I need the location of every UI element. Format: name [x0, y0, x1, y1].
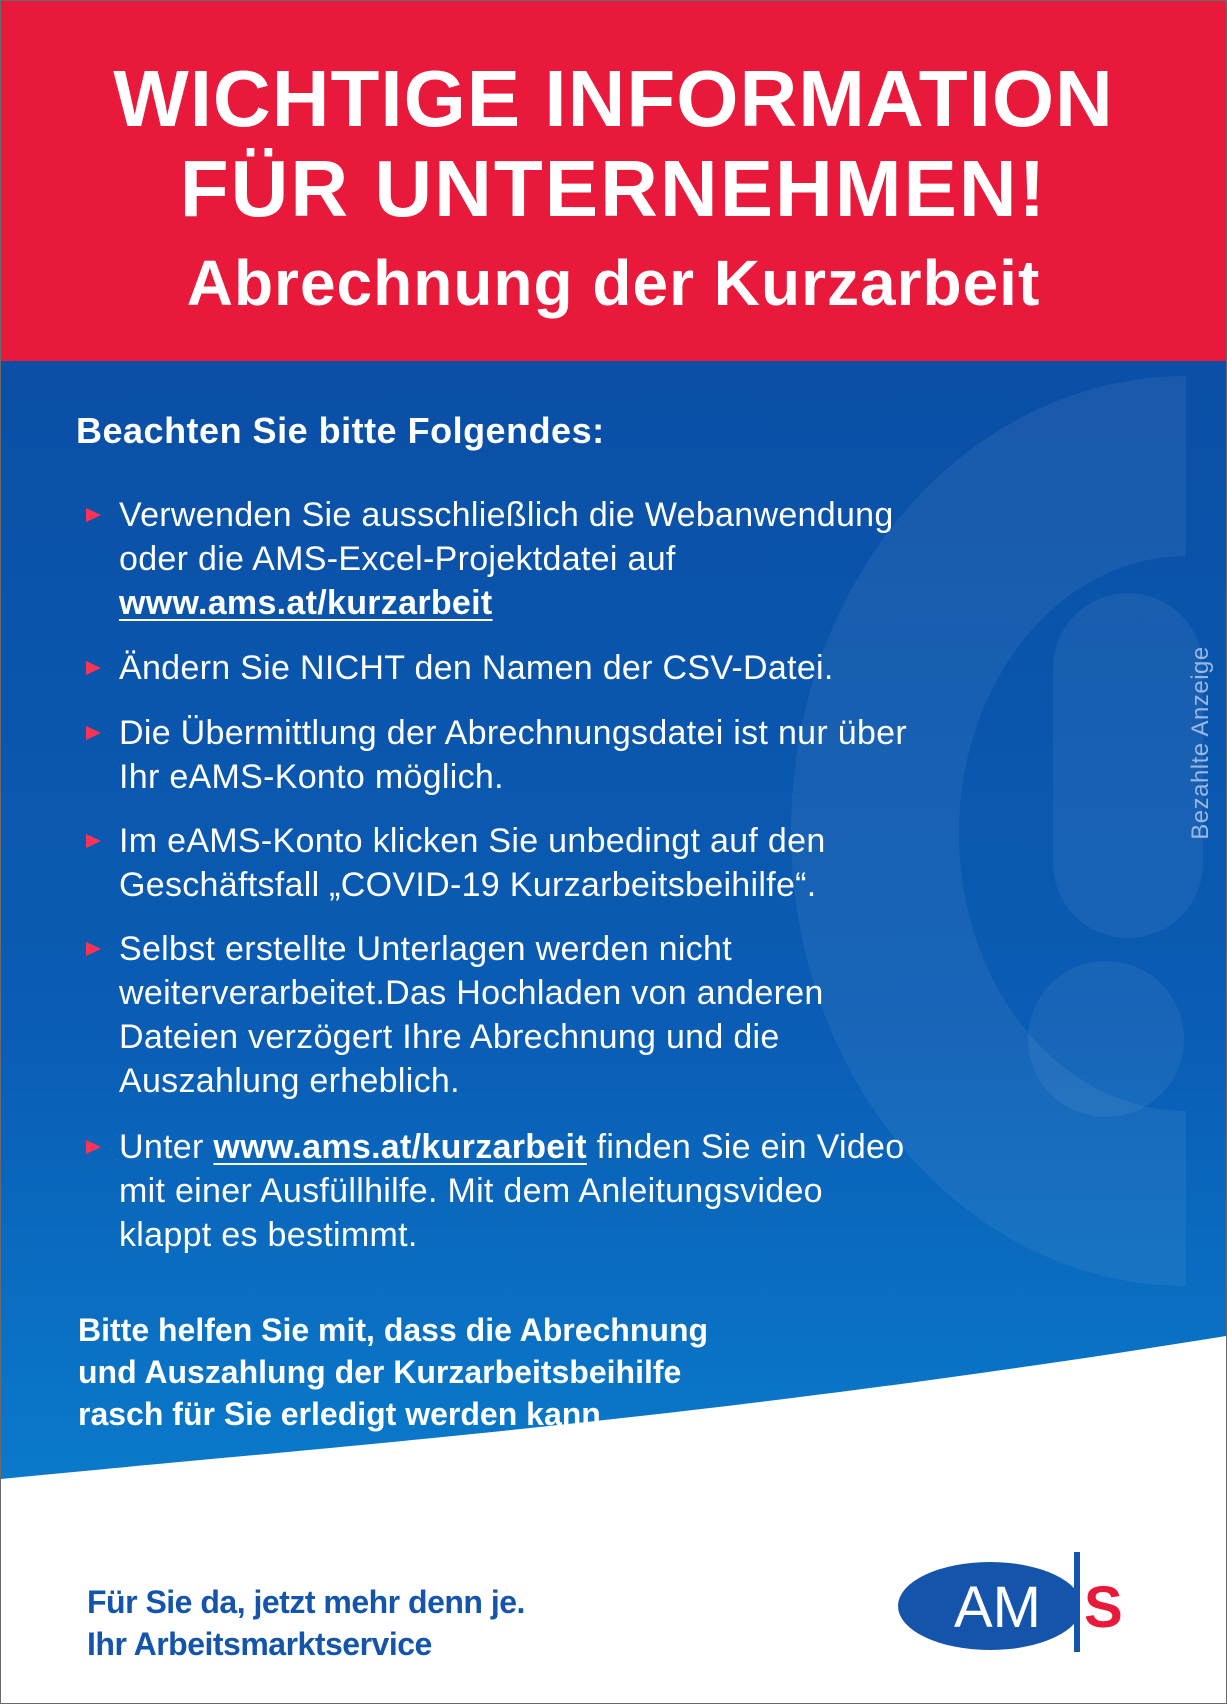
slogan-line: Ihr Arbeitsmarktservice — [87, 1626, 432, 1662]
bullet-text: Ändern Sie NICHT den Namen der CSV-Datei. — [119, 649, 834, 687]
bullet-text: Verwenden Sie ausschließlich die Webanwendung — [119, 496, 894, 534]
bullet-triangle-icon — [86, 942, 101, 956]
bullet-uebermittlung — [119, 711, 1129, 799]
bullet-text: weiterverarbeitet.Das Hochladen von anderen — [119, 974, 824, 1012]
bullet-text: Auszahlung erheblich. — [119, 1062, 460, 1100]
bullet-text: finden Sie ein Video — [586, 1128, 905, 1166]
intro-heading: Beachten Sie bitte Folgendes: — [76, 410, 605, 451]
bullet-text: Selbst erstellte Unterlagen werden nicht — [119, 930, 732, 968]
bullet-triangle-icon — [86, 508, 101, 522]
bullet-triangle-icon — [86, 661, 101, 675]
bullet-triangle-icon — [86, 834, 101, 848]
title-line-1: WICHTIGE INFORMATION — [113, 54, 1114, 143]
bullet-text: Dateien verzögert Ihre Abrechnung und die — [119, 1018, 780, 1056]
bullet-csv — [119, 646, 1129, 690]
bullet-text: oder die AMS-Excel-Projektdatei auf — [119, 540, 676, 578]
title-line-2: FÜR UNTERNEHMEN! — [179, 144, 1048, 233]
closing-appeal — [78, 1309, 708, 1435]
bullet-video — [119, 1125, 1129, 1257]
ams-logo — [894, 1548, 1140, 1656]
footer-slogan — [87, 1581, 525, 1665]
subtitle: Abrechnung der Kurzarbeit — [186, 247, 1041, 319]
bullet-triangle-icon — [86, 726, 101, 740]
slogan-line: Für Sie da, jetzt mehr denn je. — [87, 1584, 525, 1620]
bullet-text: Unter — [119, 1128, 214, 1166]
logo-divider — [1074, 1552, 1080, 1652]
bullet-text: mit einer Ausfüllhilfe. Mit dem Anleitungsvideo — [119, 1172, 823, 1210]
bullet-text: Geschäftsfall „COVID-19 Kurzarbeitsbeihilfe“. — [119, 866, 817, 904]
bullet-text: Im eAMS-Konto klicken Sie unbedingt auf den — [119, 822, 826, 860]
kurzarbeit-link[interactable]: www.ams.at/kurzarbeit — [119, 584, 493, 622]
logo-text-am: AM — [954, 1575, 1041, 1640]
kurzarbeit-link[interactable]: www.ams.at/kurzarbeit — [213, 1128, 587, 1166]
closing-line: rasch für Sie erledigt werden kann. — [78, 1396, 610, 1432]
bullet-text: Die Übermittlung der Abrechnungsdatei ist nur über — [119, 714, 907, 752]
closing-line: Bitte helfen Sie mit, dass die Abrechnung — [78, 1312, 709, 1348]
closing-line: und Auszahlung der Kurzarbeitsbeihilfe — [78, 1354, 682, 1390]
bullet-webanwendung — [119, 493, 1129, 625]
bullet-text: klappt es bestimmt. — [119, 1216, 418, 1254]
bullet-eams-konto — [119, 819, 1129, 907]
bullet-text: Ihr eAMS-Konto möglich. — [119, 758, 504, 796]
logo-text-s: S — [1084, 1575, 1123, 1640]
bullet-unterlagen — [119, 927, 1129, 1103]
bullet-triangle-icon — [86, 1140, 101, 1154]
paid-ad-label: Bezahlte Anzeige — [1187, 646, 1214, 840]
